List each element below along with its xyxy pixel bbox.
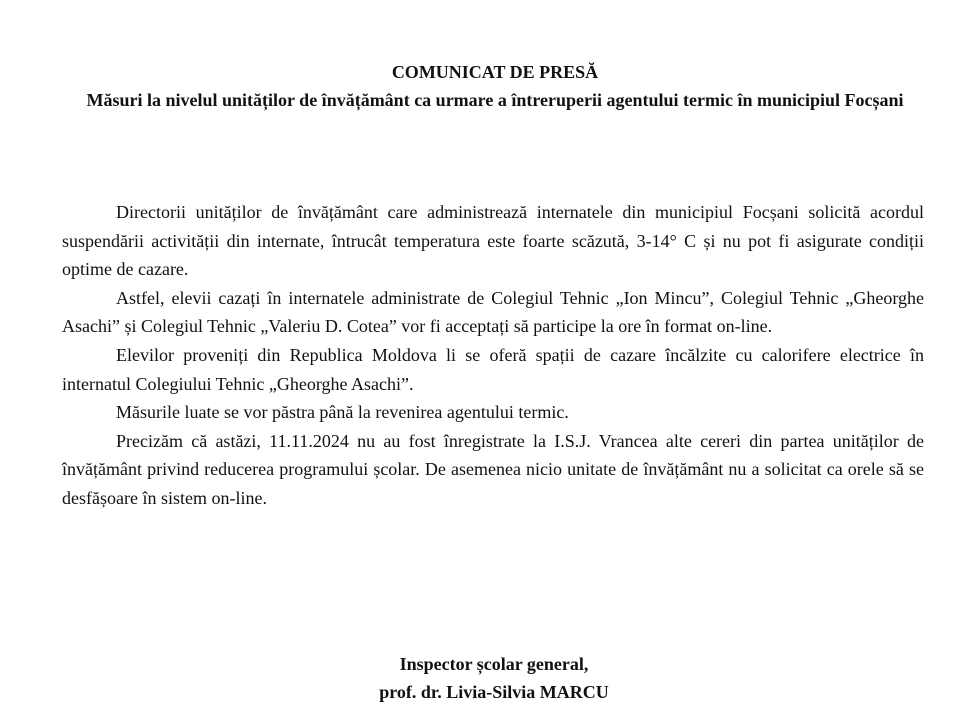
paragraph-internate-request: Directorii unităților de învățământ care administrează internatele din municipiul Focșani solicită acordul suspendării activității din internate, întrucât temperatura este foarte scăzută, 3-14° C și nu pot fi asigurate condiții optime de cazare. <box>62 202 924 280</box>
document-subtitle: Măsuri la nivelul unităților de învățământ ca urmare a întreruperii agentului termic în municipiul Focșani <box>86 90 904 110</box>
document-body <box>62 198 924 513</box>
signature-name: prof. dr. Livia-Silvia MARCU <box>379 682 609 702</box>
paragraph-isj-statement: Precizăm că astăzi, 11.11.2024 nu au fost înregistrate la I.S.J. Vrancea alte cereri din partea unităților de învățământ privind reducerea programului școlar. De asemenea nicio unitate de învățământ nu a solicitat ca orele să se desfășoare în sistem on-line. <box>62 430 924 508</box>
paragraph-measures-duration: Măsurile luate se vor păstra până la revenirea agentului termic. <box>116 402 569 423</box>
paragraph-online-classes: Astfel, elevii cazați în internatele administrate de Colegiul Tehnic „Ion Mincu”, Colegiul Tehnic „Gheorghe Asachi” și Colegiul Tehnic „Valeriu D. Cotea” vor fi acceptați să participe la ore în format on-line. <box>62 287 924 337</box>
signature-role: Inspector școlar general, <box>399 654 589 674</box>
paragraph-moldova-students: Elevilor proveniți din Republica Moldova li se oferă spații de cazare încălzite cu calorifere electrice în internatul Colegiului Tehnic „Gheorghe Asachi”. <box>62 344 924 394</box>
document-title: COMUNICAT DE PRESĂ <box>391 62 599 82</box>
